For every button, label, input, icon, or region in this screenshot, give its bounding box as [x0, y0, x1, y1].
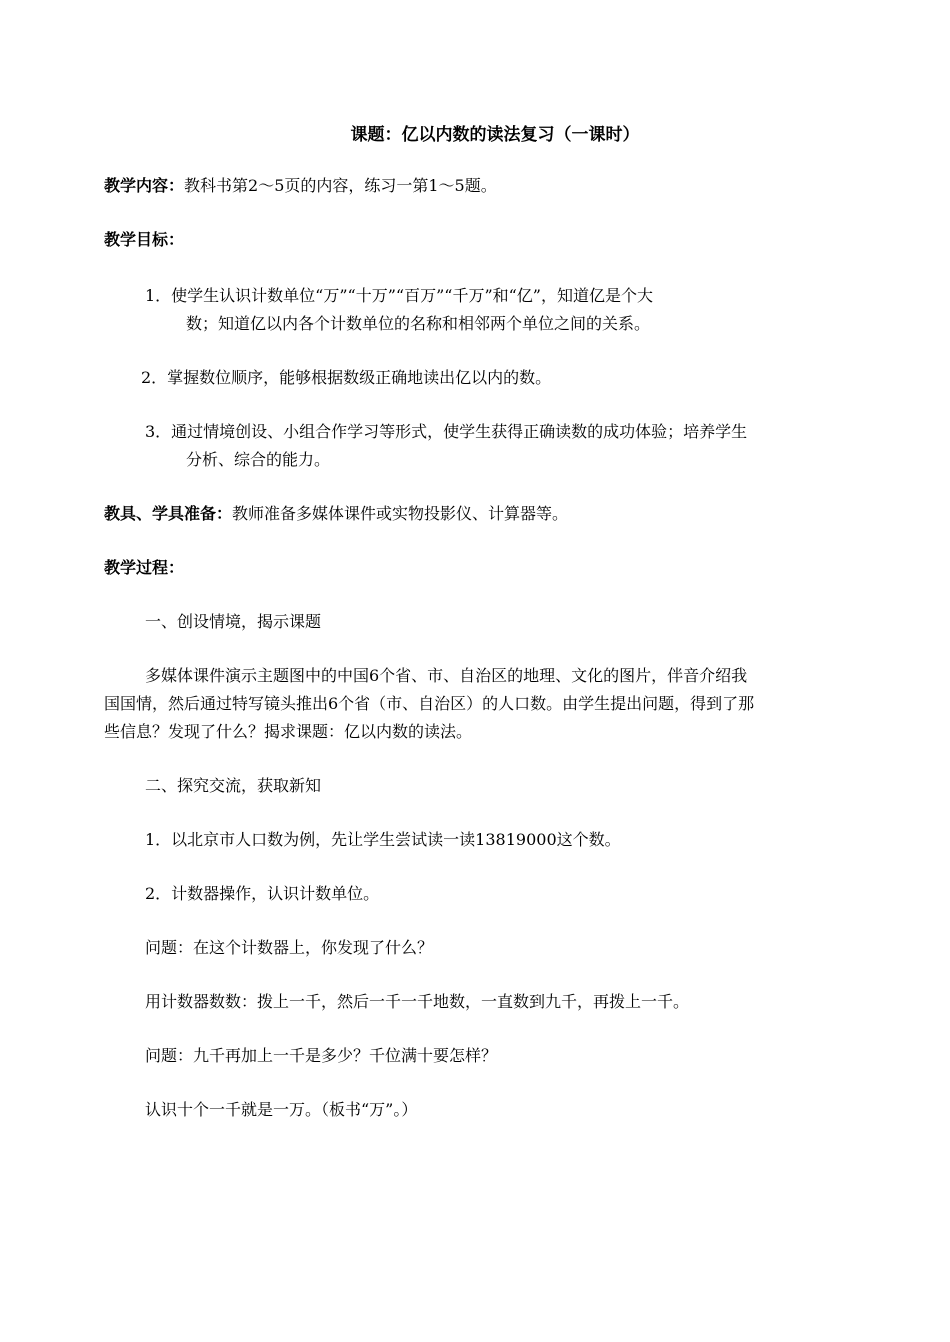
question-2: 问题：九千再加上一千是多少？千位满十要怎样？: [145, 1046, 498, 1065]
section-2-heading: 二、探究交流，获取新知: [145, 776, 322, 795]
goal-1-line-1: 1．使学生认识计数单位“万”“十万”“百万”“千万”和“亿”，知道亿是个大: [145, 286, 653, 305]
teaching-process-label: 教学过程：: [104, 558, 185, 577]
teaching-content: [104, 172, 497, 200]
counting-instruction: 用计数器数数：拨上一千，然后一千一千地数，一直数到九千，再拨上一千。: [145, 992, 690, 1011]
paragraph-1-line-3: 些信息？发现了什么？揭求课题：亿以内数的读法。: [104, 722, 473, 741]
teaching-tools-label: 教具、学具准备：: [104, 504, 233, 523]
teaching-tools: [104, 500, 568, 528]
teaching-goals-label: 教学目标：: [104, 230, 185, 249]
teaching-tools-text: 教师准备多媒体课件或实物投影仪、计算器等。: [232, 504, 569, 523]
goal-2: 2．掌握数位顺序，能够根据数级正确地读出亿以内的数。: [141, 368, 552, 387]
teaching-content-label: 教学内容：: [104, 176, 185, 195]
paragraph-1-line-1: 多媒体课件演示主题图中的中国6个省、市、自治区的地理、文化的图片，伴音介绍我: [145, 666, 748, 685]
section-1-heading: 一、创设情境，揭示课题: [145, 612, 322, 631]
recognition-note: 认识十个一千就是一万。（板书“万”。）: [145, 1100, 418, 1119]
question-1: 问题：在这个计数器上，你发现了什么？: [145, 938, 434, 957]
lesson-title: 课题：亿以内数的读法复习（一课时）: [350, 125, 640, 145]
step-2: 2．计数器操作，认识计数单位。: [145, 884, 380, 903]
teaching-content-text: 教科书第2～5页的内容，练习一第1～5题。: [184, 176, 497, 195]
paragraph-1-line-2: 国国情，然后通过特写镜头推出6个省（市、自治区）的人口数。由学生提出问题，得到了那: [104, 694, 755, 713]
goal-1-line-2: 数；知道亿以内各个计数单位的名称和相邻两个单位之间的关系。: [186, 314, 651, 333]
goal-3-line-1: 3．通过情境创设、小组合作学习等形式，使学生获得正确读数的成功体验；培养学生: [145, 422, 748, 441]
step-1: 1．以北京市人口数为例，先让学生尝试读一读13819000这个数。: [145, 830, 621, 849]
goal-3-line-2: 分析、综合的能力。: [186, 450, 331, 469]
